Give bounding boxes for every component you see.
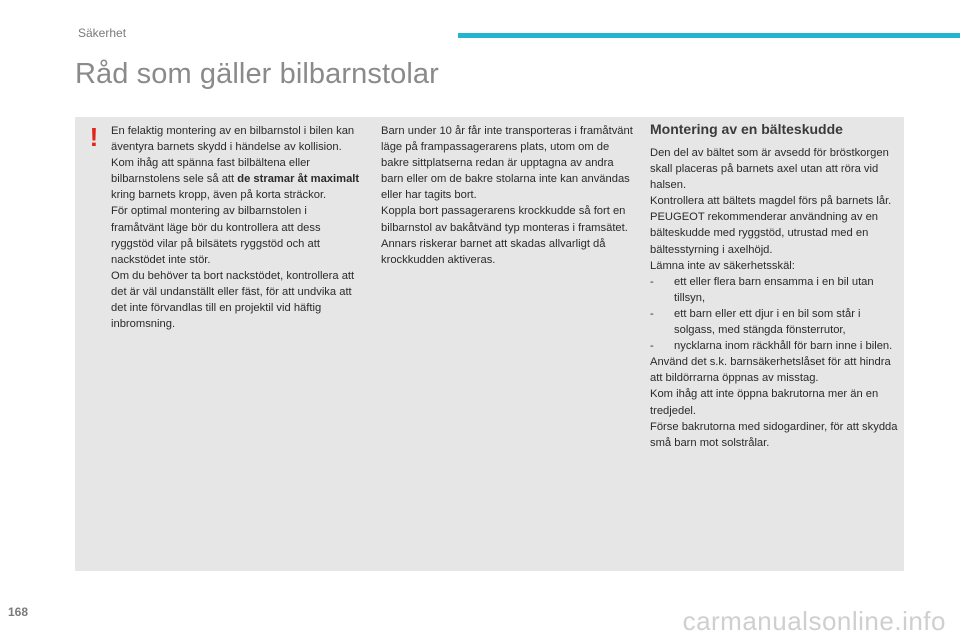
dash: -: [650, 307, 654, 320]
paragraph: Den del av bältet som är avsedd för bröstkorgen skall placeras på barnets axel utan att röra vid halsen.: [650, 147, 889, 192]
list-item-text: nycklarna inom räckhåll för barn inne i bilen.: [674, 340, 893, 353]
paragraph: Lämna inte av säkerhetsskäl:: [650, 259, 795, 272]
page-number: 168: [8, 605, 29, 619]
paragraph: För optimal montering av bilbarnstolen i framåtvänt läge bör du kontrollera att dess ryggstöd vilar på bilsätets ryggstöd och att nackstödet inte stör.: [111, 205, 321, 266]
list-item: [650, 338, 900, 354]
paragraph: En felaktig montering av en bilbarnstol i bilen kan äventyra barnets skydd i händelse av kollision.: [111, 125, 355, 154]
dash: -: [650, 275, 654, 288]
paragraph: Om du behöver ta bort nackstödet, kontrollera att det är väl undanställt eller fäst, för att undvika att det inte förvandlas till en projektil vid häftig inbromsning.: [111, 269, 355, 331]
accent-bar: [458, 33, 960, 38]
paragraph: Kontrollera att bältets magdel förs på barnets lår.: [650, 195, 892, 208]
booster-column: [650, 145, 900, 451]
list-item: [650, 306, 900, 338]
section-label: Säkerhet: [78, 26, 127, 40]
watermark: carmanualsonline.info: [682, 606, 946, 636]
list-item-text: ett eller flera barn ensamma i en bil utan tillsyn,: [674, 275, 874, 304]
warning-column: [111, 123, 361, 332]
paragraph: Barn under 10 år får inte transporteras i framåtvänt läge på frampassagerarens plats, utom om de bakre sittplatserna redan är upptagna av andra barn eller om de bakre stolarna inte kan användas eller har tagits bort.: [381, 125, 633, 202]
paragraph: Använd det s.k. barnsäkerhetslåset för att hindra att bildörrarna öppnas av misstag.: [650, 356, 891, 385]
paragraph: PEUGEOT rekommenderar användning av en bälteskudde med ryggstöd, utrustad med en bältesstyrning i axelhöjd.: [650, 211, 879, 256]
paragraph: [111, 155, 361, 203]
list-item: [650, 274, 900, 306]
dash: -: [650, 340, 654, 353]
text: kring barnets kropp, även på korta sträckor.: [111, 189, 327, 202]
middle-column: [381, 123, 633, 268]
paragraph: Kom ihåg att inte öppna bakrutorna mer än en tredjedel.: [650, 388, 879, 417]
section-heading: Montering av en bälteskudde: [650, 121, 843, 137]
bold-text: de stramar åt maximalt: [237, 173, 360, 186]
list-item-text: ett barn eller ett djur i en bil som står i solgass, med stängda fönsterrutor,: [674, 307, 861, 337]
page-title: Råd som gäller bilbarnstolar: [75, 58, 439, 90]
paragraph: Förse bakrutorna med sidogardiner, för att skydda små barn mot solstrålar.: [650, 420, 898, 449]
exclamation-icon: !: [89, 122, 99, 152]
text: Kom ihåg att spänna fast bilbältena eller bilbarnstolens sele så att: [111, 157, 311, 186]
paragraph: Koppla bort passagerarens krockkudde så fort en bilbarnstol av bakåtvänd typ monteras i framsätet. Annars riskerar barnet att skadas allvarligt då krockkudden aktiveras.: [381, 205, 628, 266]
